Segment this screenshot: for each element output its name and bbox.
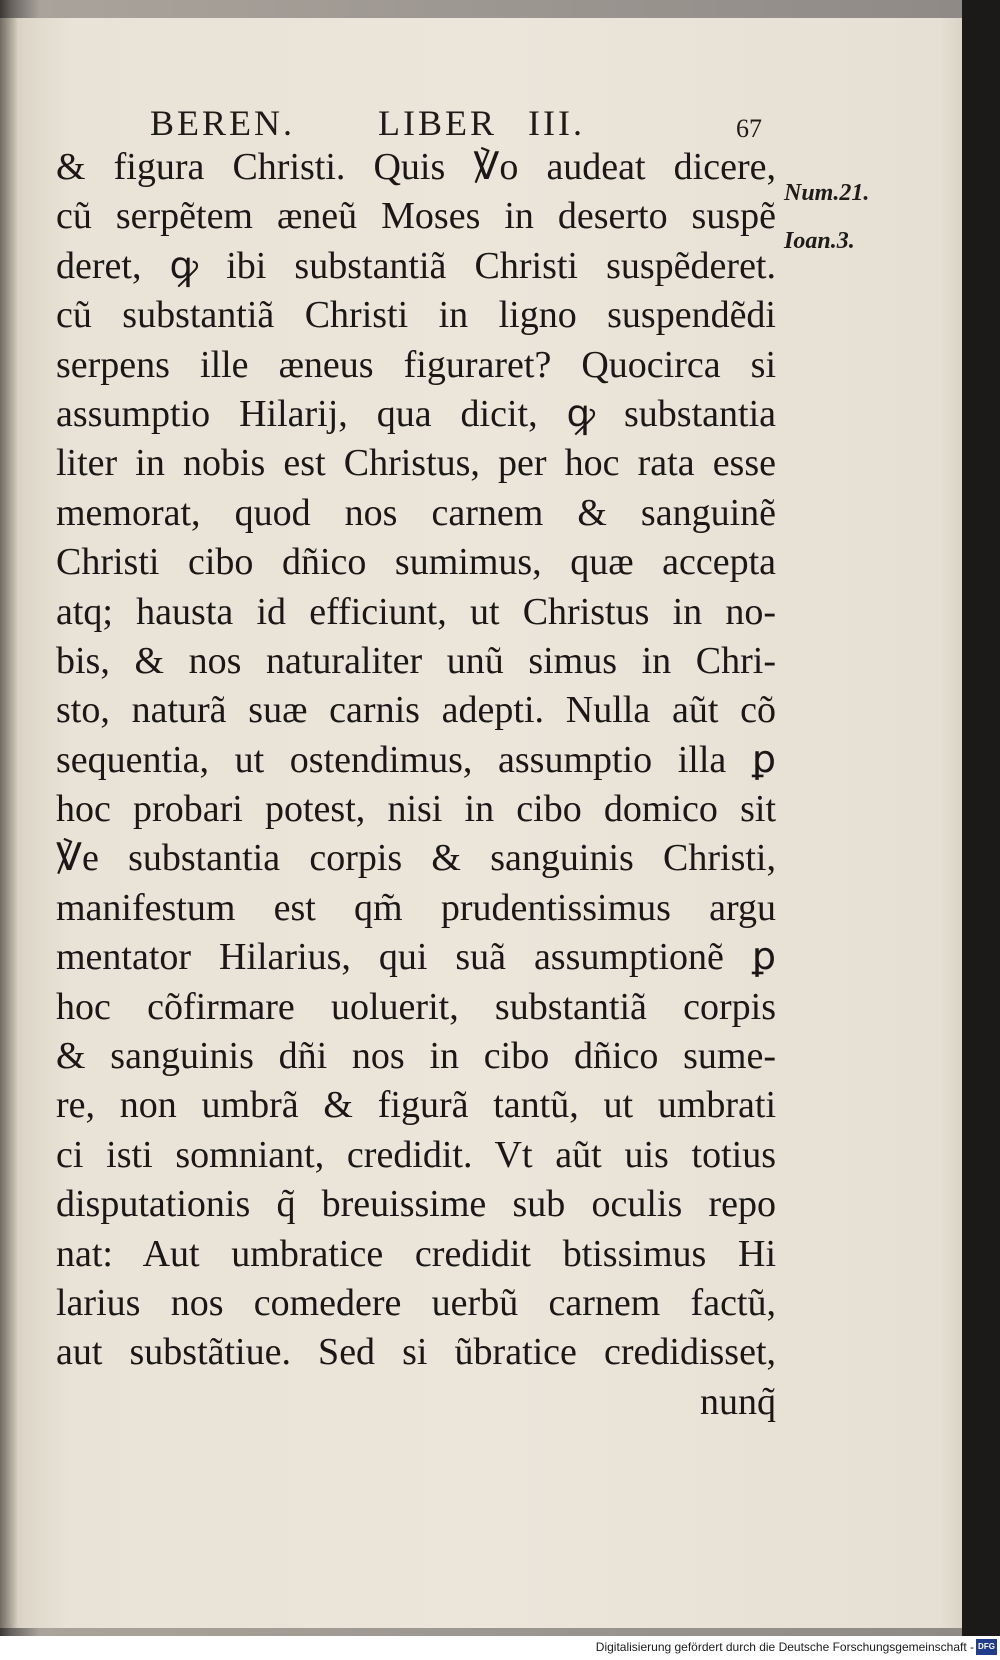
text-line: atq; hausta id efficiunt, ut Christus in no- bbox=[56, 590, 776, 633]
text-line: mentator Hilarius, qui suã assumptionẽ ꝑ bbox=[56, 936, 776, 979]
text-line: larius nos comedere uerbũ carnem factũ, bbox=[56, 1281, 776, 1324]
text-line: ci isti somniant, credidit. Vt aũt uis totius bbox=[56, 1133, 776, 1176]
header-left: BEREN. bbox=[150, 103, 296, 143]
text-line: Christi cibo dñico sumimus, quæ accepta bbox=[56, 541, 776, 584]
digitization-footer bbox=[0, 1636, 1000, 1660]
text-line: disputationis q̃ breuissime sub oculis repo bbox=[56, 1183, 776, 1226]
marginal-note: Ioan.3. bbox=[784, 228, 855, 254]
text-line: manifestum est qm̃ prudentissimus argu bbox=[56, 886, 776, 929]
page-number: 67 bbox=[736, 114, 762, 143]
text-line: ℣e substantia corpis & sanguinis Christi, bbox=[56, 837, 776, 880]
running-header bbox=[150, 102, 770, 148]
text-line: cũ serpẽtem æneũ Moses in deserto suspẽ bbox=[56, 195, 776, 238]
text-line: hoc probari potest, nisi in cibo domico sit bbox=[56, 788, 776, 831]
page-body-text bbox=[56, 143, 776, 1427]
dfg-logo: DFG bbox=[976, 1639, 997, 1655]
text-line: bis, & nos naturaliter unũ simus in Chri- bbox=[56, 639, 776, 682]
gutter-shadow bbox=[0, 18, 18, 1628]
text-line: sequentia, ut ostendimus, assumptio illa ꝑ bbox=[56, 738, 776, 781]
text-line: & sanguinis dñi nos in cibo dñico sume- bbox=[56, 1035, 776, 1078]
header-center: LIBER bbox=[378, 103, 497, 143]
text-line: cũ substantiã Christi in ligno suspendẽdi bbox=[56, 294, 776, 337]
text-line: liter in nobis est Christus, per hoc rata esse bbox=[56, 442, 776, 485]
page-edge-shadow bbox=[962, 0, 1000, 1660]
text-line: nat: Aut umbratice credidit btissimus Hi bbox=[56, 1232, 776, 1275]
text-line: & figura Christi. Quis ℣o audeat dicere, bbox=[56, 146, 776, 188]
header-right: III. bbox=[528, 103, 585, 143]
text-line: assumptio Hilarij, qua dicit, ꝙ substantia bbox=[56, 392, 776, 435]
text-line: aut substãtiue. Sed si ũbratice credidisset, bbox=[56, 1331, 776, 1374]
text-line: deret, ꝙ ibi substantiã Christi suspẽderet. bbox=[56, 244, 776, 287]
text-line: re, non umbrã & figurã tantũ, ut umbrati bbox=[56, 1084, 776, 1127]
marginal-note: Num.21. bbox=[784, 180, 870, 206]
text-line: hoc cõfirmare uoluerit, substantiã corpis bbox=[56, 985, 776, 1028]
text-line: sto, naturã suæ carnis adepti. Nulla aũt cõ bbox=[56, 689, 776, 732]
catchword: nunq̃ bbox=[700, 1380, 776, 1423]
text-line: memorat, quod nos carnem & sanguinẽ bbox=[56, 491, 776, 534]
text-line: serpens ille æneus figuraret? Quocirca si bbox=[56, 343, 776, 386]
footer-credit: Digitalisierung gefördert durch die Deutsche Forschungsgemeinschaft - bbox=[595, 1640, 974, 1654]
